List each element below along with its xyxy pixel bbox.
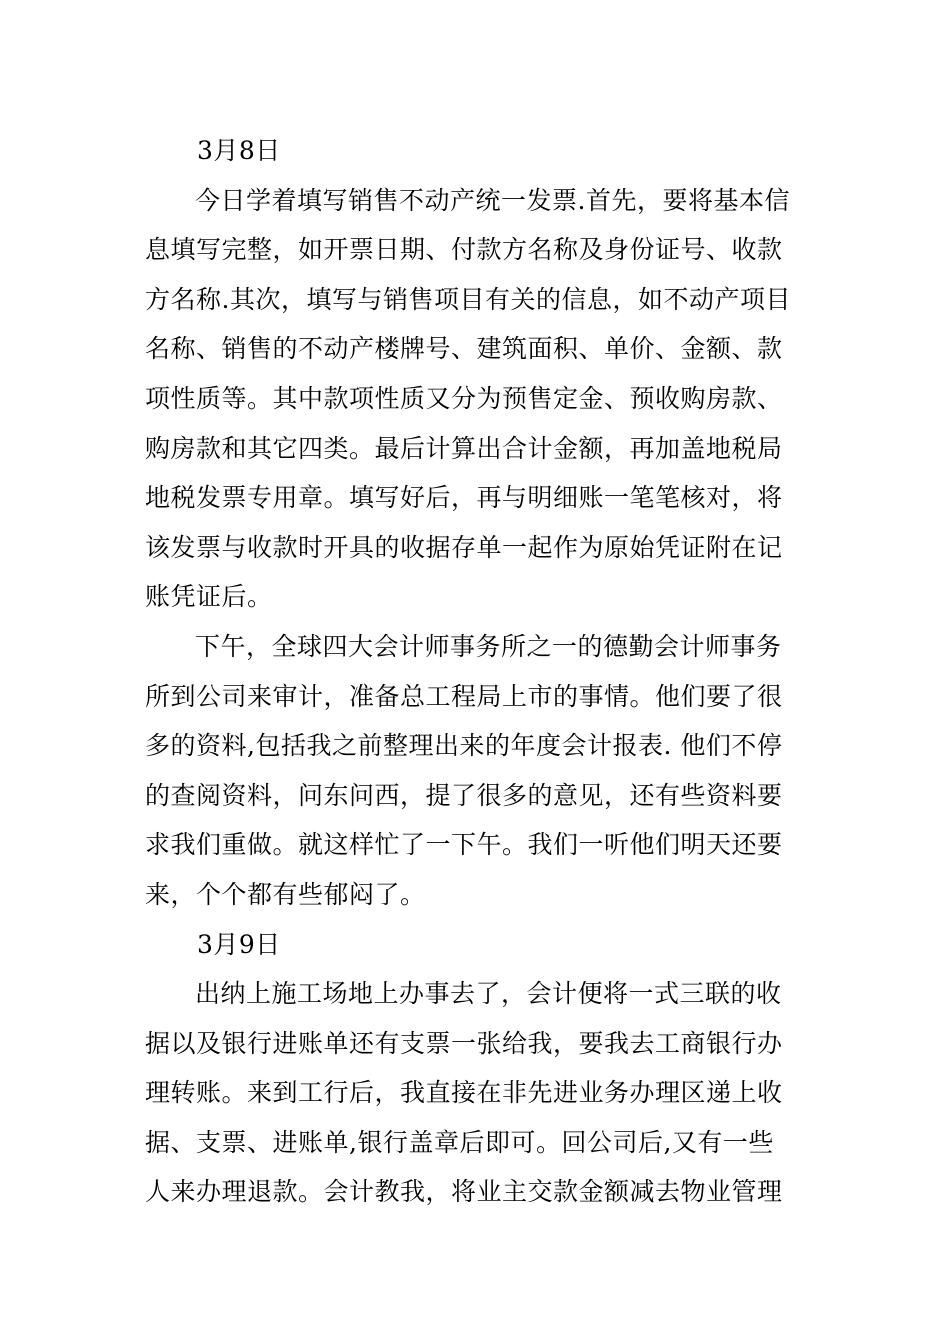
paragraph-line: 地税发票专用章。填写好后，再与明细账一笔笔核对，将	[145, 483, 783, 513]
paragraph-line: 出纳上施工场地上办事去了，会计便将一式三联的收	[195, 979, 782, 1009]
paragraph	[145, 969, 807, 1217]
paragraph-line: 方名称.其次，填写与销售项目有关的信息，如不动产项目	[145, 284, 791, 314]
entry-date: 3月8日	[197, 136, 281, 165]
paragraph	[145, 176, 807, 622]
paragraph	[145, 622, 807, 920]
paragraph-line: 今日学着填写销售不动产统一发票.首先，要将基本信	[195, 185, 790, 215]
entry-date: 3月9日	[197, 929, 281, 959]
paragraph-line: 所到公司来审计，准备总工程局上市的事情。他们要了很	[145, 681, 783, 711]
paragraph-line: 来，个个都有些郁闷了。	[145, 879, 426, 909]
paragraph-line: 购房款和其它四类。最后计算出合计金额，再加盖地税局	[145, 433, 783, 463]
paragraph-line: 人来办理退款。会计教我，将业主交款金额减去物业管理	[145, 1177, 783, 1207]
paragraph-line: 项性质等。其中款项性质又分为预售定金、预收购房款、	[145, 383, 783, 413]
paragraph-line: 下午，全球四大会计师事务所之一的德勤会计师事务	[195, 631, 782, 661]
paragraph-line: 求我们重做。就这样忙了一下午。我们一听他们明天还要	[145, 830, 783, 860]
paragraph-line: 名称、销售的不动产楼牌号、建筑面积、单价、金额、款	[145, 334, 783, 364]
document-body	[145, 126, 807, 1217]
paragraph-line: 账凭证后。	[145, 582, 273, 612]
paragraph-line: 多的资料,包括我之前整理出来的年度会计报表. 他们不停	[145, 731, 783, 761]
paragraph-line: 息填写完整，如开票日期、付款方名称及身份证号、收款	[145, 235, 783, 265]
paragraph-line: 该发票与收款时开具的收据存单一起作为原始凭证附在记	[145, 532, 783, 562]
paragraph-line: 的查阅资料，问东问西，提了很多的意见，还有些资料要	[145, 780, 783, 810]
paragraph-line: 理转账。来到工行后，我直接在非先进业务办理区递上收	[145, 1078, 783, 1108]
paragraph-line: 据、支票、进账单,银行盖章后即可。回公司后,又有一些	[145, 1127, 774, 1157]
paragraph-line: 据以及银行进账单还有支票一张给我，要我去工商银行办	[145, 1028, 783, 1058]
